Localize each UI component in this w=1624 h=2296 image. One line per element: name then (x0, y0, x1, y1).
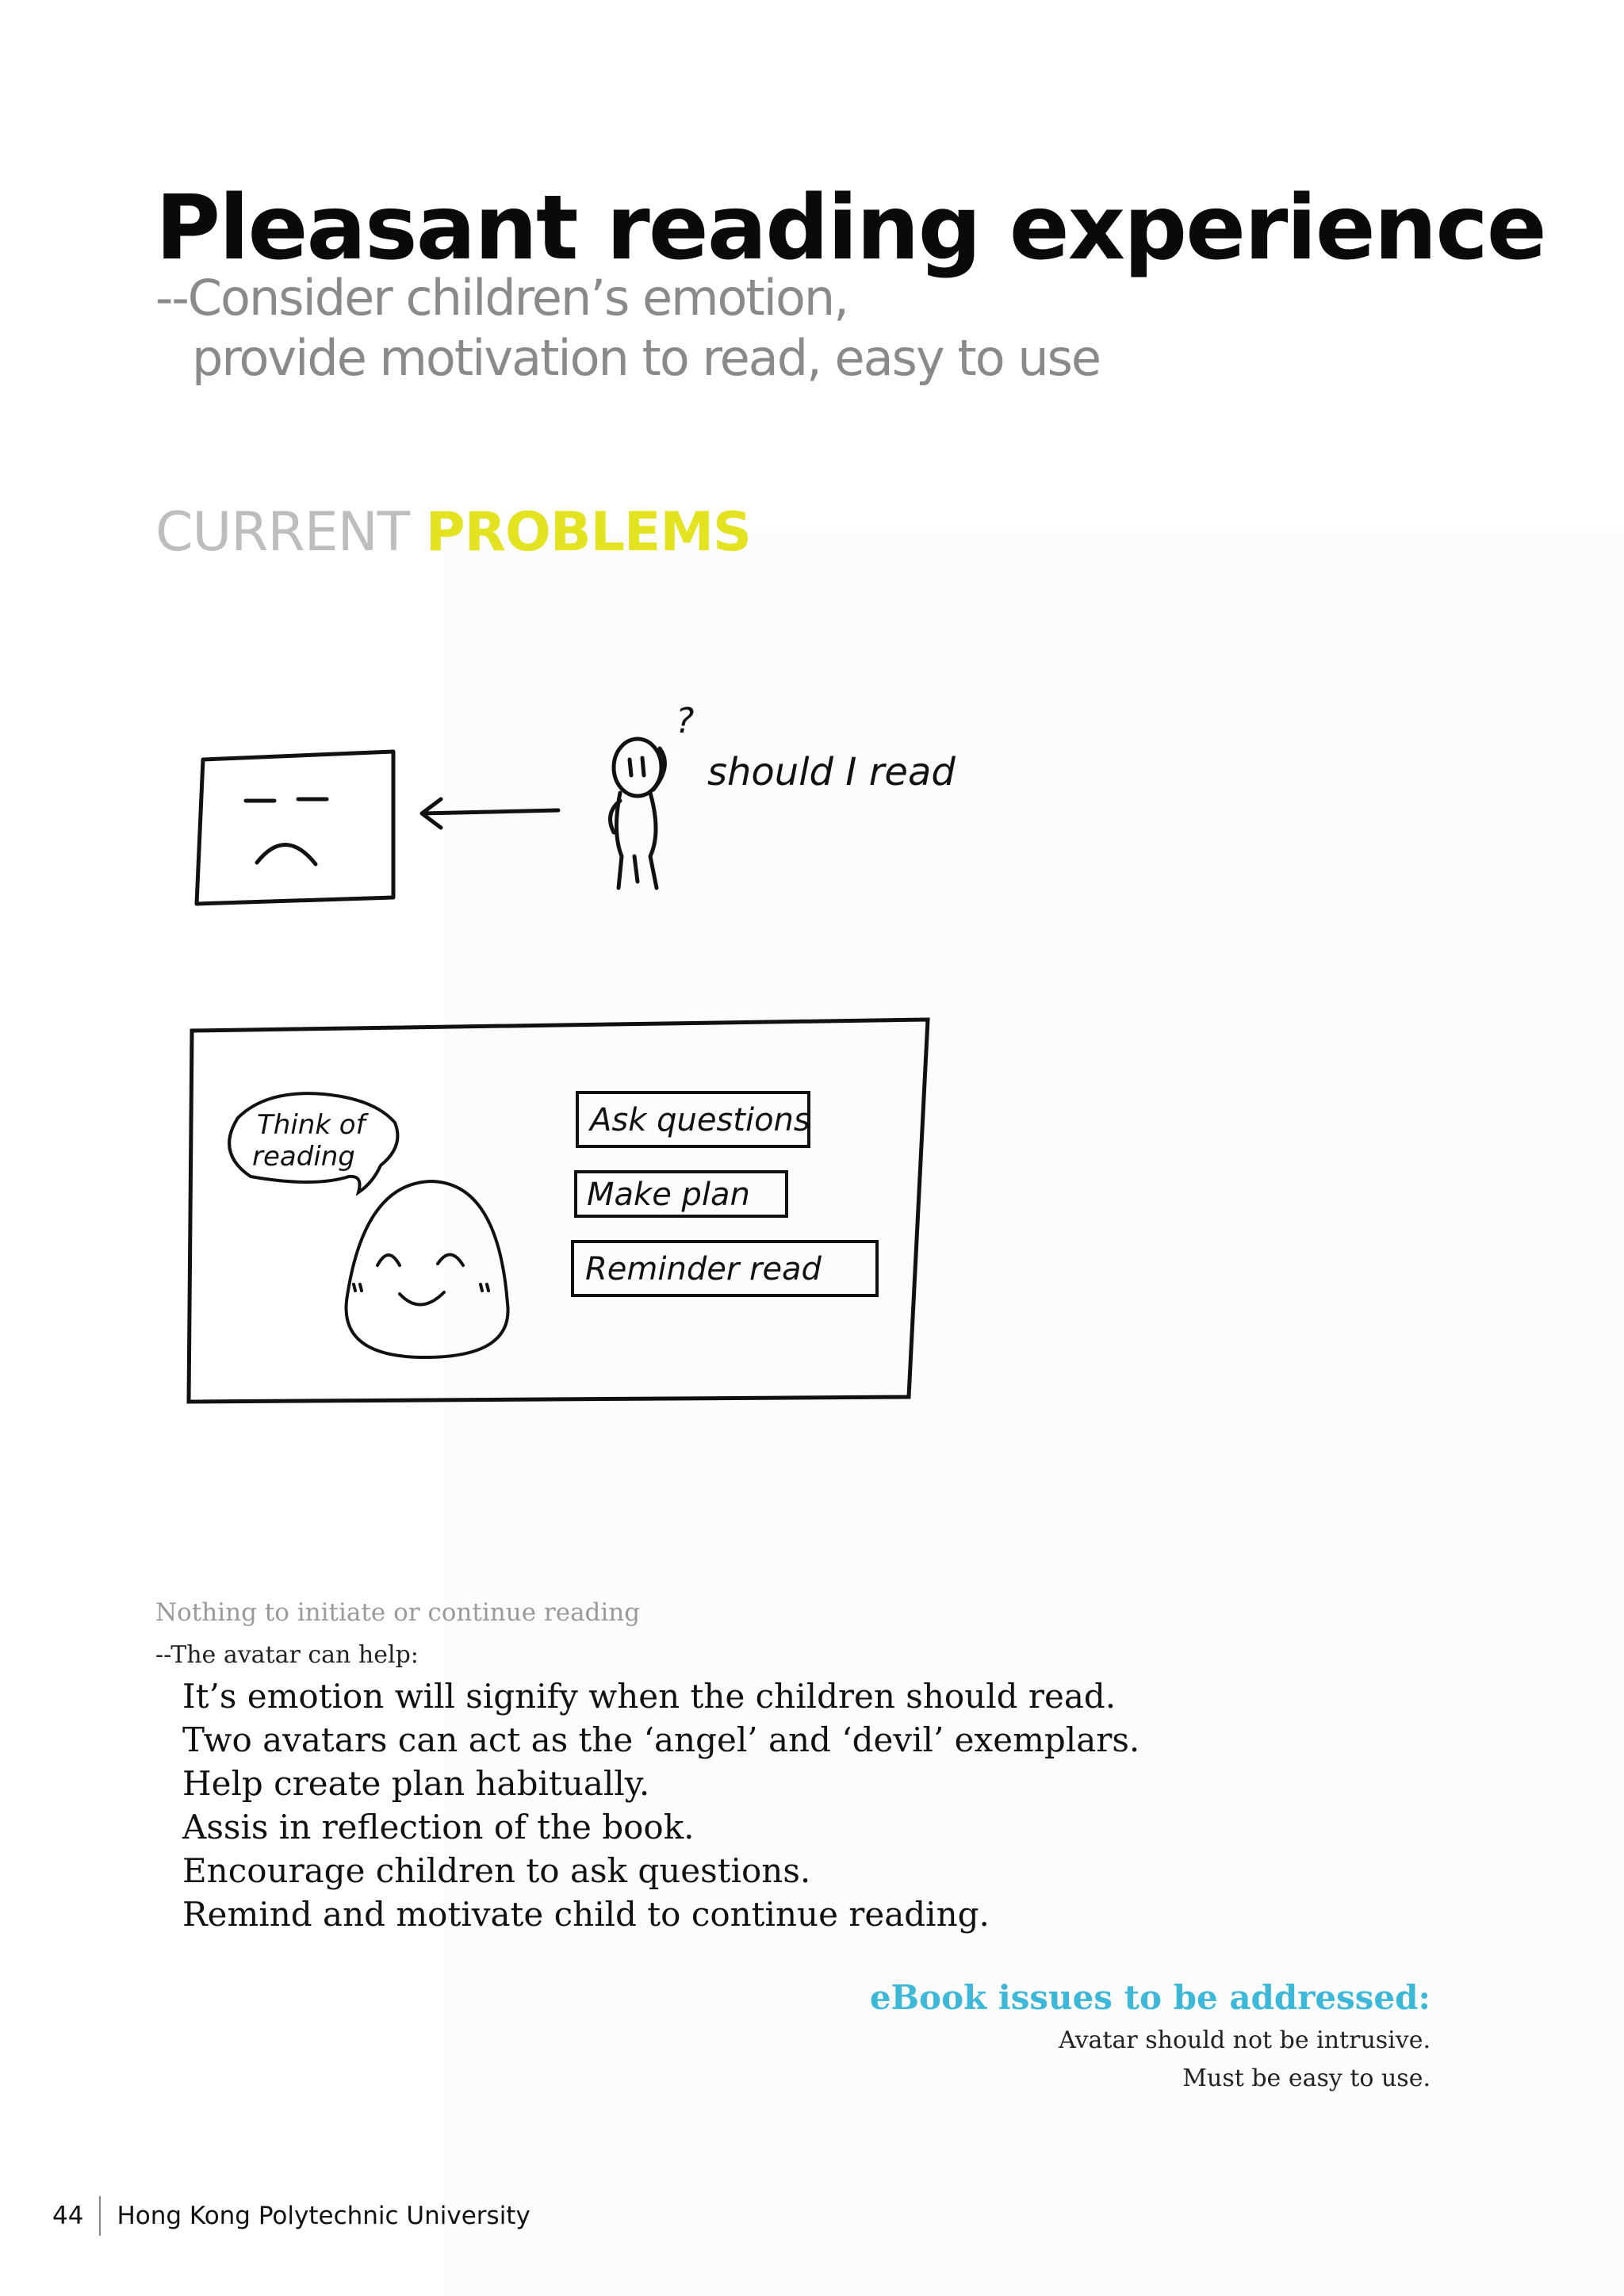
page-title: Pleasant reading experience (155, 177, 1545, 280)
bubble-line-1: Think of (257, 1109, 366, 1141)
subtitle-line-1: --Consider children’s emotion, (155, 269, 848, 327)
page-number: 44 (52, 2202, 84, 2230)
avatar-help-intro: --The avatar can help: (155, 1641, 419, 1669)
issues-box (870, 1974, 1431, 2098)
page-footer (52, 2196, 530, 2236)
make-plan-button: Make plan (587, 1177, 750, 1213)
section-label-accent: PROBLEMS (425, 501, 752, 564)
issues-heading: eBook issues to be addressed: (869, 1978, 1431, 2017)
avatar-blob-shape (347, 1181, 508, 1357)
list-item: Encourage children to ask questions. (182, 1851, 811, 1890)
subtitle-line-2: provide motivation to read, easy to use (192, 329, 1101, 387)
footer-divider (99, 2196, 101, 2236)
list-item: Assis in reflection of the book. (182, 1808, 695, 1846)
list-item: Help create plan habitually. (182, 1764, 650, 1803)
issue-item: Avatar should not be intrusive. (1059, 2026, 1431, 2054)
avatar-help-list (182, 1674, 1139, 1936)
confused-person-icon (611, 739, 665, 888)
screen-mockup-frame (189, 1020, 928, 1402)
avatar-eyes-icon (377, 1254, 463, 1265)
sketch-illustration (159, 698, 983, 1427)
section-heading (155, 499, 751, 566)
thought-text: should I read (707, 750, 956, 794)
bubble-line-2: reading (252, 1141, 355, 1173)
reminder-read-button: Reminder read (585, 1251, 822, 1288)
publisher-name: Hong Kong Polytechnic University (117, 2202, 530, 2230)
issue-item: Must be easy to use. (1182, 2064, 1431, 2092)
figure-caption: Nothing to initiate or continue reading (155, 1598, 641, 1627)
list-item: It’s emotion will signify when the children should read. (182, 1677, 1116, 1716)
list-item: Two avatars can act as the ‘angel’ and ‘devil’ exemplars. (182, 1720, 1140, 1759)
page-subtitle (155, 268, 1100, 388)
list-item: Remind and motivate child to continue reading. (182, 1895, 990, 1934)
sad-face-icon (246, 799, 327, 864)
ask-questions-button: Ask questions (590, 1102, 810, 1138)
sad-screen-frame (197, 752, 393, 904)
question-mark-text: ? (676, 701, 695, 741)
section-label-light: CURRENT (155, 501, 410, 564)
avatar-cheeks-icon (354, 1284, 488, 1291)
left-arrow-icon (422, 799, 558, 828)
avatar-smile-icon (400, 1292, 444, 1305)
